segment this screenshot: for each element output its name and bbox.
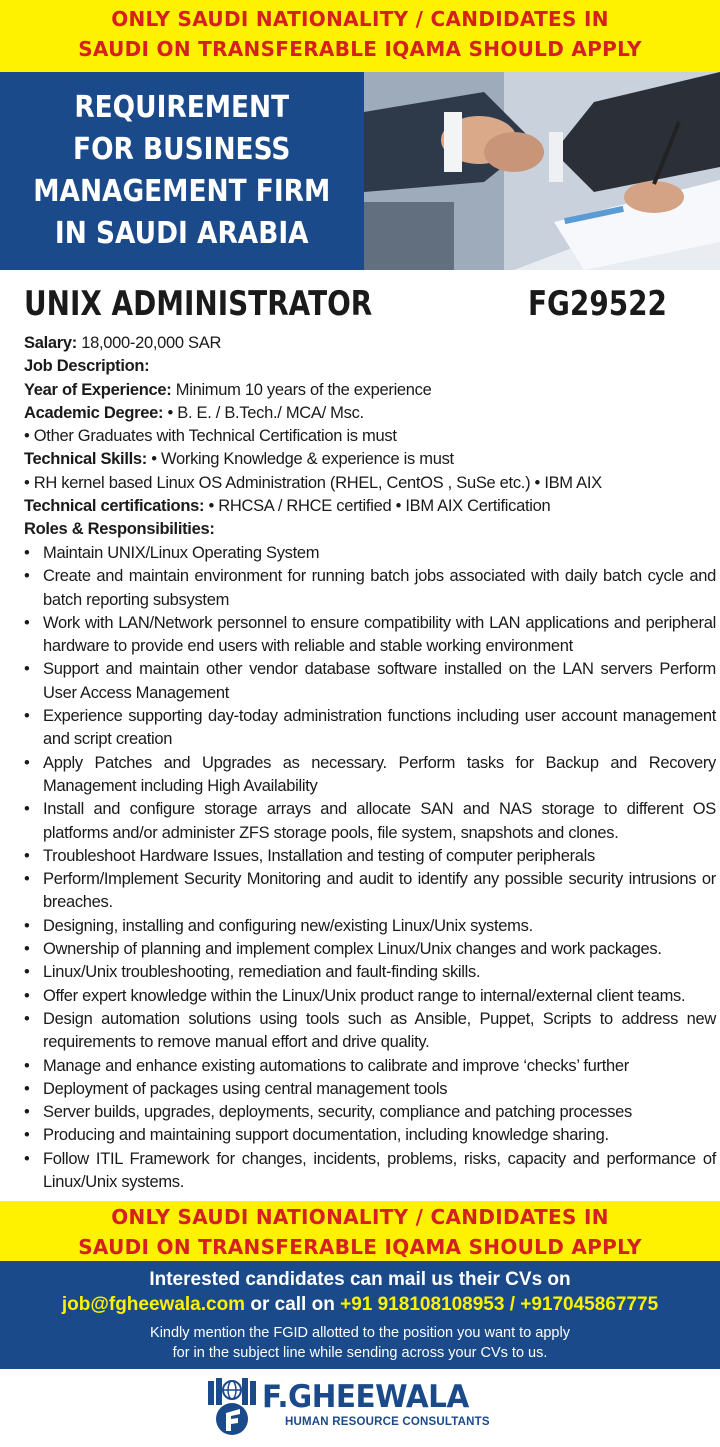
roles-list xyxy=(24,542,716,1194)
company-tagline: HUMAN RESOURCE CONSULTANTS xyxy=(285,1416,490,1428)
experience-value: Minimum 10 years of the experience xyxy=(171,380,432,399)
role-item: • Design automation solutions using tools such as Ansible, Puppet, Scripts to address new requirements to remove manual effort and drive quality. xyxy=(24,1008,716,1055)
hero-title-line: FOR BUSINESS xyxy=(73,132,291,167)
degree-row xyxy=(24,402,716,425)
role-item: • Offer expert knowledge within the Linux/Unix product range to internal/external client teams. xyxy=(24,985,716,1008)
experience-label: Year of Experience: xyxy=(24,380,172,399)
eligibility-line-1: ONLY SAUDI NATIONALITY / CANDIDATES IN xyxy=(111,7,609,31)
role-item: • Create and maintain environment for running batch jobs associated with daily batch cycle and batch reporting subsystem xyxy=(24,565,716,612)
role-item: • Perform/Implement Security Monitoring and audit to identify any possible security intrusions or breaches. xyxy=(24,868,716,915)
role-item: • Support and maintain other vendor database software installed on the LAN servers Perform User Access Management xyxy=(24,658,716,705)
call-text: or call on xyxy=(245,1294,341,1315)
hero-title-line: MANAGEMENT FIRM xyxy=(33,174,331,209)
degree-value: • B. E. / B.Tech./ MCA/ Msc. xyxy=(163,403,364,422)
job-details xyxy=(24,332,716,542)
eligibility-banner-top xyxy=(0,0,720,72)
contact-note-line: for in the subject line while sending across your CVs to us. xyxy=(172,1345,548,1361)
skills-value: • Working Knowledge & experience is must xyxy=(146,450,454,469)
company-name: F.GHEEWALA xyxy=(262,1379,469,1415)
role-item: • Linux/Unix troubleshooting, remediation and fault-finding skills. xyxy=(24,961,716,984)
eligibility-banner-bottom xyxy=(0,1201,720,1261)
skills-label: Technical Skills: xyxy=(24,450,147,469)
role-item: • Maintain UNIX/Linux Operating System xyxy=(24,542,716,565)
role-item: • Server builds, upgrades, deployments, security, compliance and patching processes xyxy=(24,1101,716,1124)
degree-note: • Other Graduates with Technical Certification is must xyxy=(24,427,397,446)
salary-label: Salary: xyxy=(24,334,77,352)
certifications-row xyxy=(24,495,716,518)
skills-note: • RH kernel based Linux OS Administration (RHEL, CentOS , SuSe etc.) • IBM AIX xyxy=(24,473,602,492)
handshake-illustration xyxy=(364,72,720,270)
experience-row xyxy=(24,379,716,402)
eligibility-line-2: SAUDI ON TRANSFERABLE IQAMA SHOULD APPLY xyxy=(78,1235,642,1259)
role-item: • Apply Patches and Upgrades as necessary. Perform tasks for Backup and Recovery Management including High Availability xyxy=(24,752,716,799)
salary-value: 18,000-20,000 SAR xyxy=(76,334,222,352)
fgheewala-logo-icon xyxy=(206,1375,258,1437)
hero-title-line: IN SAUDI ARABIA xyxy=(55,216,309,251)
contact-note xyxy=(0,1323,720,1363)
handshake-photo xyxy=(364,72,720,270)
job-title: UNIX ADMINISTRATOR xyxy=(24,284,373,324)
role-item: • Manage and enhance existing automations to calibrate and improve ‘checks’ further xyxy=(24,1055,716,1078)
job-code: FG29522 xyxy=(528,284,667,324)
certifications-label: Technical certifications: xyxy=(24,497,205,516)
company-logo xyxy=(0,1369,720,1447)
role-item: • Deployment of packages using central management tools xyxy=(24,1078,716,1101)
contact-heading: Interested candidates can mail us their CVs on xyxy=(149,1269,571,1290)
salary-row xyxy=(24,332,716,355)
contact-note-line: Kindly mention the FGID allotted to the position you want to apply xyxy=(150,1325,570,1341)
roles-label: Roles & Responsibilities: xyxy=(24,520,215,539)
role-item: • Follow ITIL Framework for changes, incidents, problems, risks, capacity and performance of Linux/Unix systems. xyxy=(24,1148,716,1195)
hero-section xyxy=(0,72,720,270)
role-item: • Install and configure storage arrays and allocate SAN and NAS storage to different OS platforms and/or administer ZFS storage pools, file system, snapshots and clones. xyxy=(24,798,716,845)
role-item: • Work with LAN/Network personnel to ensure compatibility with LAN applications and peripheral hardware to provide end users with reliable and stable working environment xyxy=(24,612,716,659)
hero-title-line: REQUIREMENT xyxy=(74,90,290,125)
role-item: • Producing and maintaining support documentation, including knowledge sharing. xyxy=(24,1124,716,1147)
phone-numbers[interactable]: +91 918108108953 / +917045867775 xyxy=(340,1294,659,1315)
contact-section xyxy=(0,1261,720,1369)
role-item: • Ownership of planning and implement complex Linux/Unix changes and work packages. xyxy=(24,938,716,961)
hero-title xyxy=(34,87,331,255)
hero-title-panel xyxy=(0,72,364,270)
degree-label: Academic Degree: xyxy=(24,403,164,422)
role-item: • Experience supporting day-today administration functions including user account management and script creation xyxy=(24,705,716,752)
role-item: • Designing, installing and configuring new/existing Linux/Unix systems. xyxy=(24,915,716,938)
contact-details xyxy=(0,1294,720,1316)
job-description-label: Job Description: xyxy=(24,357,150,376)
certifications-value: • RHCSA / RHCE certified • IBM AIX Certification xyxy=(204,497,551,516)
role-item: • Troubleshoot Hardware Issues, Installation and testing of computer peripherals xyxy=(24,845,716,868)
eligibility-line-2: SAUDI ON TRANSFERABLE IQAMA SHOULD APPLY xyxy=(78,37,642,61)
skills-row xyxy=(24,448,716,471)
eligibility-line-1: ONLY SAUDI NATIONALITY / CANDIDATES IN xyxy=(111,1205,609,1229)
email-link[interactable]: job@fgheewala.com xyxy=(61,1294,246,1315)
